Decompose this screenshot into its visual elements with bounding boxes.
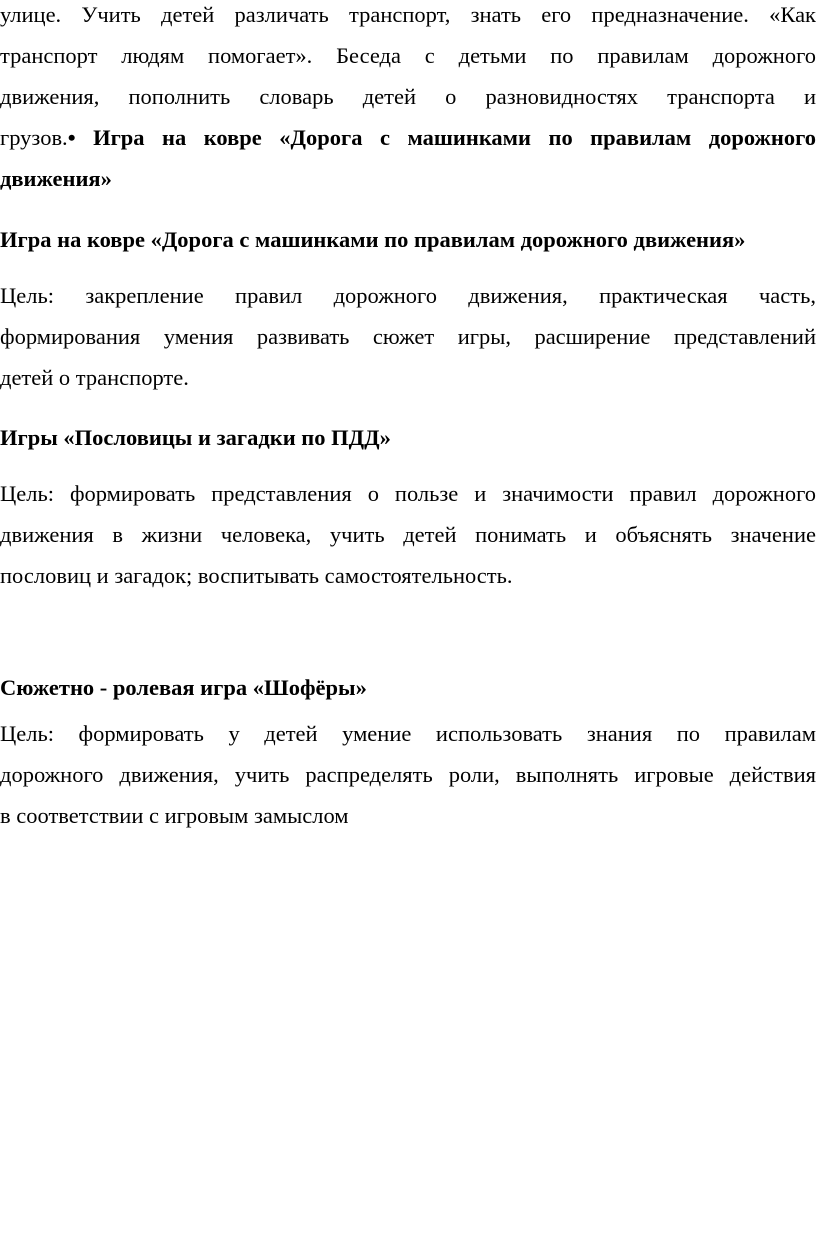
section-2-line-3: пословиц и загадок; воспитывать самостоятельность. <box>0 563 513 588</box>
section-1-heading: Игра на ковре «Дорога с машинками по правилам дорожного движения» <box>0 227 746 252</box>
intro-line-5: движения» <box>0 166 112 191</box>
intro-line-2: транспорт людям помогает». Беседа с детьми по правилам дорожного <box>0 43 816 68</box>
section-3-heading: Сюжетно - ролевая игра «Шофёры» <box>0 675 367 700</box>
intro-line-3: движения, пополнить словарь детей о разновидностях транспорта и <box>0 84 816 109</box>
section-3-line-2: дорожного движения, учить распределять роли, выполнять игровые действия <box>0 762 816 787</box>
section-1-line-2: формирования умения развивать сюжет игры, расширение представлений <box>0 324 816 349</box>
intro-line-4 <box>0 123 816 153</box>
section-1-line-3: детей о транспорте. <box>0 365 189 390</box>
intro-line-4-prefix: грузов. <box>0 125 68 150</box>
intro-line-1: улице. Учить детей различать транспорт, знать его предназначение. «Как <box>0 2 816 27</box>
bullet-icon: • <box>67 125 76 150</box>
section-3-line-3: в соответствии с игровым замыслом <box>0 803 349 828</box>
section-2-heading: Игры «Пословицы и загадки по ПДД» <box>0 425 391 450</box>
section-3-line-1: Цель: формировать у детей умение использовать знания по правилам <box>0 721 816 746</box>
section-1-line-1: Цель: закрепление правил дорожного движения, практическая часть, <box>0 283 816 308</box>
intro-line-4-bold: Игра на ковре «Дорога с машинками по правилам дорожного <box>75 125 816 150</box>
section-2-line-2: движения в жизни человека, учить детей понимать и объяснять значение <box>0 522 816 547</box>
section-2-line-1: Цель: формировать представления о пользе и значимости правил дорожного <box>0 481 816 506</box>
